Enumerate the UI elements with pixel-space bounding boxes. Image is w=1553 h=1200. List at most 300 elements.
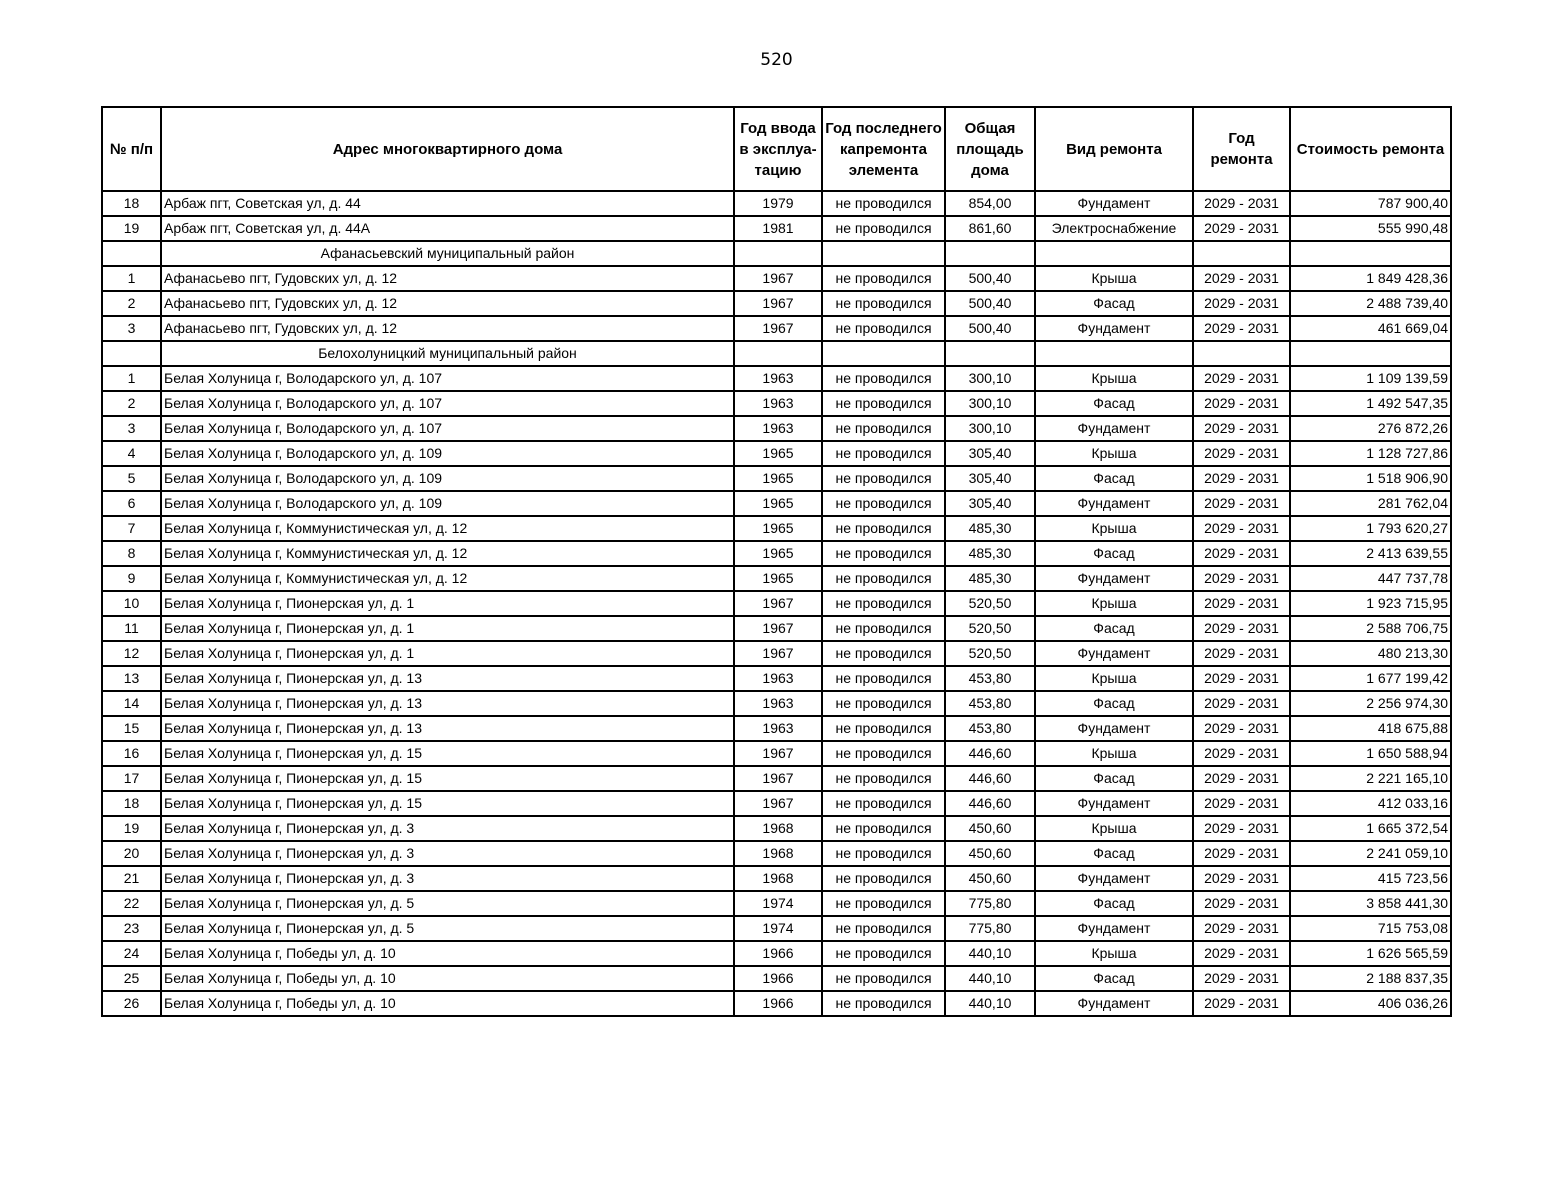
cell-cost: 2 413 639,55 [1290, 541, 1451, 566]
cell-repair-type: Фасад [1035, 291, 1193, 316]
cell-last-repair: не проводился [822, 391, 945, 416]
cell-area: 446,60 [945, 741, 1035, 766]
table-row [102, 666, 1451, 691]
cell-year-built: 1966 [734, 966, 822, 991]
cell-last-repair: не проводился [822, 191, 945, 216]
cell-num: 18 [102, 791, 161, 816]
cell-last-repair: не проводился [822, 541, 945, 566]
table-row [102, 416, 1451, 441]
cell-num: 8 [102, 541, 161, 566]
cell-repair-year: 2029 - 2031 [1193, 316, 1290, 341]
cell-last-repair: не проводился [822, 891, 945, 916]
cell-cost: 415 723,56 [1290, 866, 1451, 891]
cell-cost: 1 128 727,86 [1290, 441, 1451, 466]
cell-num: 3 [102, 416, 161, 441]
empty-cell [945, 241, 1035, 266]
table-row [102, 991, 1451, 1016]
cell-area: 446,60 [945, 766, 1035, 791]
table-header [102, 107, 1451, 191]
cell-repair-type: Фундамент [1035, 916, 1193, 941]
cell-repair-type: Крыша [1035, 516, 1193, 541]
cell-last-repair: не проводился [822, 216, 945, 241]
cell-cost: 1 923 715,95 [1290, 591, 1451, 616]
cell-area: 453,80 [945, 666, 1035, 691]
cell-year-built: 1966 [734, 991, 822, 1016]
cell-cost: 2 588 706,75 [1290, 616, 1451, 641]
cell-address: Белая Холуница г, Володарского ул, д. 109 [161, 466, 734, 491]
cell-cost: 412 033,16 [1290, 791, 1451, 816]
cell-area: 861,60 [945, 216, 1035, 241]
cell-area: 453,80 [945, 691, 1035, 716]
cell-repair-type: Крыша [1035, 816, 1193, 841]
cell-area: 440,10 [945, 966, 1035, 991]
cell-year-built: 1981 [734, 216, 822, 241]
cell-area: 440,10 [945, 991, 1035, 1016]
cell-year-built: 1965 [734, 541, 822, 566]
table-row [102, 391, 1451, 416]
cell-repair-year: 2029 - 2031 [1193, 816, 1290, 841]
cell-repair-type: Крыша [1035, 741, 1193, 766]
cell-repair-type: Фасад [1035, 691, 1193, 716]
cell-area: 300,10 [945, 366, 1035, 391]
cell-repair-type: Фундамент [1035, 491, 1193, 516]
cell-num: 16 [102, 741, 161, 766]
cell-area: 520,50 [945, 641, 1035, 666]
cell-last-repair: не проводился [822, 816, 945, 841]
cell-year-built: 1968 [734, 816, 822, 841]
cell-repair-type: Фундамент [1035, 316, 1193, 341]
empty-cell [1290, 241, 1451, 266]
cell-address: Арбаж пгт, Советская ул, д. 44А [161, 216, 734, 241]
cell-cost: 406 036,26 [1290, 991, 1451, 1016]
cell-address: Афанасьево пгт, Гудовских ул, д. 12 [161, 266, 734, 291]
cell-repair-type: Электроснабжение [1035, 216, 1193, 241]
cell-year-built: 1965 [734, 516, 822, 541]
cell-num: 4 [102, 441, 161, 466]
cell-address: Белая Холуница г, Пионерская ул, д. 5 [161, 891, 734, 916]
cell-address: Белая Холуница г, Коммунистическая ул, д. 12 [161, 516, 734, 541]
cell-repair-year: 2029 - 2031 [1193, 466, 1290, 491]
cell-year-built: 1967 [734, 616, 822, 641]
cell-year-built: 1963 [734, 691, 822, 716]
cell-repair-year: 2029 - 2031 [1193, 716, 1290, 741]
empty-cell [1193, 241, 1290, 266]
cell-year-built: 1963 [734, 716, 822, 741]
cell-num: 26 [102, 991, 161, 1016]
cell-last-repair: не проводился [822, 641, 945, 666]
cell-repair-type: Крыша [1035, 666, 1193, 691]
header-repair-type: Вид ремонта [1035, 107, 1193, 191]
cell-cost: 2 241 059,10 [1290, 841, 1451, 866]
cell-last-repair: не проводился [822, 616, 945, 641]
cell-repair-year: 2029 - 2031 [1193, 841, 1290, 866]
cell-address: Белая Холуница г, Володарского ул, д. 107 [161, 391, 734, 416]
cell-year-built: 1965 [734, 466, 822, 491]
empty-cell [1035, 241, 1193, 266]
cell-last-repair: не проводился [822, 666, 945, 691]
cell-year-built: 1967 [734, 291, 822, 316]
cell-year-built: 1963 [734, 391, 822, 416]
cell-cost: 1 677 199,42 [1290, 666, 1451, 691]
cell-year-built: 1967 [734, 741, 822, 766]
cell-repair-type: Фасад [1035, 466, 1193, 491]
cell-num: 2 [102, 391, 161, 416]
table-row [102, 966, 1451, 991]
cell-last-repair: не проводился [822, 591, 945, 616]
cell-repair-year: 2029 - 2031 [1193, 191, 1290, 216]
table-row [102, 466, 1451, 491]
cell-repair-year: 2029 - 2031 [1193, 216, 1290, 241]
cell-area: 440,10 [945, 941, 1035, 966]
cell-repair-year: 2029 - 2031 [1193, 741, 1290, 766]
table-row [102, 941, 1451, 966]
repair-schedule-table [101, 106, 1452, 1017]
empty-cell [102, 241, 161, 266]
cell-year-built: 1965 [734, 441, 822, 466]
empty-cell [734, 241, 822, 266]
cell-area: 450,60 [945, 866, 1035, 891]
cell-cost: 276 872,26 [1290, 416, 1451, 441]
table-row [102, 491, 1451, 516]
cell-year-built: 1967 [734, 316, 822, 341]
header-year-built: Год ввода в эксплуа-тацию [734, 107, 822, 191]
cell-year-built: 1963 [734, 666, 822, 691]
table-row [102, 516, 1451, 541]
cell-area: 520,50 [945, 616, 1035, 641]
cell-repair-year: 2029 - 2031 [1193, 416, 1290, 441]
table-row [102, 316, 1451, 341]
cell-repair-year: 2029 - 2031 [1193, 491, 1290, 516]
cell-cost: 1 492 547,35 [1290, 391, 1451, 416]
cell-num: 15 [102, 716, 161, 741]
table-row [102, 591, 1451, 616]
cell-num: 17 [102, 766, 161, 791]
cell-num: 14 [102, 691, 161, 716]
cell-address: Белая Холуница г, Пионерская ул, д. 3 [161, 866, 734, 891]
cell-address: Белая Холуница г, Пионерская ул, д. 13 [161, 666, 734, 691]
cell-area: 500,40 [945, 266, 1035, 291]
cell-last-repair: не проводился [822, 566, 945, 591]
table-row [102, 216, 1451, 241]
header-address: Адрес многоквартирного дома [161, 107, 734, 191]
cell-area: 446,60 [945, 791, 1035, 816]
cell-num: 22 [102, 891, 161, 916]
page-number: 520 [760, 50, 793, 70]
cell-area: 775,80 [945, 891, 1035, 916]
cell-repair-type: Фасад [1035, 966, 1193, 991]
cell-repair-type: Крыша [1035, 441, 1193, 466]
cell-repair-year: 2029 - 2031 [1193, 966, 1290, 991]
cell-repair-year: 2029 - 2031 [1193, 391, 1290, 416]
table-row [102, 691, 1451, 716]
cell-cost: 555 990,48 [1290, 216, 1451, 241]
cell-repair-type: Фасад [1035, 541, 1193, 566]
cell-repair-year: 2029 - 2031 [1193, 991, 1290, 1016]
empty-cell [1290, 341, 1451, 366]
cell-repair-year: 2029 - 2031 [1193, 591, 1290, 616]
cell-last-repair: не проводился [822, 966, 945, 991]
empty-cell [1193, 341, 1290, 366]
cell-num: 19 [102, 816, 161, 841]
cell-year-built: 1967 [734, 266, 822, 291]
cell-repair-type: Фасад [1035, 766, 1193, 791]
cell-year-built: 1967 [734, 591, 822, 616]
cell-num: 11 [102, 616, 161, 641]
cell-cost: 1 518 906,90 [1290, 466, 1451, 491]
cell-repair-type: Фундамент [1035, 866, 1193, 891]
cell-year-built: 1967 [734, 766, 822, 791]
cell-area: 854,00 [945, 191, 1035, 216]
cell-area: 500,40 [945, 291, 1035, 316]
cell-address: Белая Холуница г, Пионерская ул, д. 5 [161, 916, 734, 941]
cell-repair-type: Фундамент [1035, 416, 1193, 441]
cell-year-built: 1963 [734, 416, 822, 441]
cell-last-repair: не проводился [822, 716, 945, 741]
cell-last-repair: не проводился [822, 691, 945, 716]
cell-num: 1 [102, 366, 161, 391]
table-row [102, 291, 1451, 316]
cell-cost: 447 737,78 [1290, 566, 1451, 591]
cell-num: 3 [102, 316, 161, 341]
cell-area: 300,10 [945, 391, 1035, 416]
cell-repair-year: 2029 - 2031 [1193, 666, 1290, 691]
cell-cost: 1 665 372,54 [1290, 816, 1451, 841]
cell-num: 21 [102, 866, 161, 891]
cell-repair-type: Фасад [1035, 391, 1193, 416]
district-row [102, 341, 1451, 366]
cell-address: Белая Холуница г, Победы ул, д. 10 [161, 941, 734, 966]
cell-repair-year: 2029 - 2031 [1193, 616, 1290, 641]
cell-last-repair: не проводился [822, 466, 945, 491]
cell-repair-year: 2029 - 2031 [1193, 516, 1290, 541]
cell-repair-type: Фасад [1035, 616, 1193, 641]
cell-address: Афанасьево пгт, Гудовских ул, д. 12 [161, 291, 734, 316]
cell-repair-year: 2029 - 2031 [1193, 366, 1290, 391]
cell-cost: 1 626 565,59 [1290, 941, 1451, 966]
cell-area: 305,40 [945, 466, 1035, 491]
cell-repair-type: Фундамент [1035, 566, 1193, 591]
cell-repair-year: 2029 - 2031 [1193, 791, 1290, 816]
cell-last-repair: не проводился [822, 766, 945, 791]
cell-repair-year: 2029 - 2031 [1193, 766, 1290, 791]
cell-year-built: 1979 [734, 191, 822, 216]
table-row [102, 841, 1451, 866]
cell-address: Белая Холуница г, Пионерская ул, д. 3 [161, 841, 734, 866]
cell-area: 485,30 [945, 516, 1035, 541]
cell-num: 13 [102, 666, 161, 691]
cell-num: 6 [102, 491, 161, 516]
cell-year-built: 1967 [734, 791, 822, 816]
district-row [102, 241, 1451, 266]
table-row [102, 566, 1451, 591]
cell-num: 25 [102, 966, 161, 991]
cell-address: Белая Холуница г, Володарского ул, д. 109 [161, 441, 734, 466]
cell-year-built: 1968 [734, 841, 822, 866]
cell-address: Белая Холуница г, Пионерская ул, д. 15 [161, 791, 734, 816]
cell-year-built: 1968 [734, 866, 822, 891]
cell-address: Белая Холуница г, Пионерская ул, д. 1 [161, 616, 734, 641]
cell-last-repair: не проводился [822, 516, 945, 541]
cell-cost: 3 858 441,30 [1290, 891, 1451, 916]
cell-num: 9 [102, 566, 161, 591]
cell-repair-year: 2029 - 2031 [1193, 691, 1290, 716]
cell-address: Арбаж пгт, Советская ул, д. 44 [161, 191, 734, 216]
cell-area: 450,60 [945, 841, 1035, 866]
cell-cost: 461 669,04 [1290, 316, 1451, 341]
cell-num: 20 [102, 841, 161, 866]
cell-area: 485,30 [945, 566, 1035, 591]
cell-cost: 480 213,30 [1290, 641, 1451, 666]
cell-num: 19 [102, 216, 161, 241]
cell-last-repair: не проводился [822, 491, 945, 516]
cell-area: 300,10 [945, 416, 1035, 441]
cell-area: 500,40 [945, 316, 1035, 341]
cell-address: Белая Холуница г, Пионерская ул, д. 13 [161, 716, 734, 741]
cell-area: 450,60 [945, 816, 1035, 841]
header-cost: Стоимость ремонта [1290, 107, 1451, 191]
empty-cell [822, 341, 945, 366]
cell-repair-year: 2029 - 2031 [1193, 641, 1290, 666]
cell-repair-type: Крыша [1035, 941, 1193, 966]
table-row [102, 791, 1451, 816]
cell-address: Белая Холуница г, Володарского ул, д. 109 [161, 491, 734, 516]
table-row [102, 616, 1451, 641]
cell-cost: 1 849 428,36 [1290, 266, 1451, 291]
cell-last-repair: не проводился [822, 941, 945, 966]
cell-address: Белая Холуница г, Коммунистическая ул, д. 12 [161, 541, 734, 566]
empty-cell [102, 341, 161, 366]
cell-area: 305,40 [945, 491, 1035, 516]
table-row [102, 816, 1451, 841]
table-row [102, 641, 1451, 666]
table-row [102, 266, 1451, 291]
cell-area: 520,50 [945, 591, 1035, 616]
cell-repair-type: Крыша [1035, 366, 1193, 391]
cell-last-repair: не проводился [822, 316, 945, 341]
cell-address: Белая Холуница г, Пионерская ул, д. 15 [161, 741, 734, 766]
cell-num: 24 [102, 941, 161, 966]
cell-num: 1 [102, 266, 161, 291]
cell-year-built: 1974 [734, 891, 822, 916]
cell-address: Белая Холуница г, Пионерская ул, д. 3 [161, 816, 734, 841]
cell-address: Белая Холуница г, Пионерская ул, д. 1 [161, 591, 734, 616]
cell-last-repair: не проводился [822, 416, 945, 441]
cell-repair-type: Фундамент [1035, 191, 1193, 216]
table-row [102, 866, 1451, 891]
header-last-repair: Год последнего капремонта элемента [822, 107, 945, 191]
cell-repair-year: 2029 - 2031 [1193, 566, 1290, 591]
table-row [102, 891, 1451, 916]
cell-area: 305,40 [945, 441, 1035, 466]
cell-year-built: 1963 [734, 366, 822, 391]
cell-area: 485,30 [945, 541, 1035, 566]
cell-repair-type: Фасад [1035, 841, 1193, 866]
cell-repair-type: Фасад [1035, 891, 1193, 916]
cell-address: Белая Холуница г, Пионерская ул, д. 1 [161, 641, 734, 666]
cell-cost: 1 109 139,59 [1290, 366, 1451, 391]
cell-repair-year: 2029 - 2031 [1193, 266, 1290, 291]
table-row [102, 716, 1451, 741]
cell-address: Белая Холуница г, Володарского ул, д. 107 [161, 366, 734, 391]
cell-num: 23 [102, 916, 161, 941]
cell-cost: 418 675,88 [1290, 716, 1451, 741]
cell-num: 12 [102, 641, 161, 666]
cell-cost: 1 793 620,27 [1290, 516, 1451, 541]
cell-num: 10 [102, 591, 161, 616]
cell-repair-year: 2029 - 2031 [1193, 891, 1290, 916]
cell-repair-type: Фундамент [1035, 791, 1193, 816]
cell-num: 7 [102, 516, 161, 541]
cell-repair-type: Фундамент [1035, 991, 1193, 1016]
cell-num: 2 [102, 291, 161, 316]
header-num: № п/п [102, 107, 161, 191]
header-repair-year: Год ремонта [1193, 107, 1290, 191]
cell-last-repair: не проводился [822, 441, 945, 466]
cell-repair-type: Крыша [1035, 591, 1193, 616]
cell-address: Белая Холуница г, Коммунистическая ул, д. 12 [161, 566, 734, 591]
table-row [102, 441, 1451, 466]
cell-cost: 2 221 165,10 [1290, 766, 1451, 791]
table-row [102, 766, 1451, 791]
cell-repair-type: Фундамент [1035, 641, 1193, 666]
cell-last-repair: не проводился [822, 841, 945, 866]
cell-repair-type: Фундамент [1035, 716, 1193, 741]
cell-year-built: 1965 [734, 566, 822, 591]
cell-cost: 787 900,40 [1290, 191, 1451, 216]
cell-last-repair: не проводился [822, 866, 945, 891]
cell-year-built: 1967 [734, 641, 822, 666]
table-row [102, 191, 1451, 216]
table-row [102, 541, 1451, 566]
cell-year-built: 1965 [734, 491, 822, 516]
cell-last-repair: не проводился [822, 991, 945, 1016]
table-row [102, 741, 1451, 766]
cell-year-built: 1966 [734, 941, 822, 966]
cell-last-repair: не проводился [822, 741, 945, 766]
cell-last-repair: не проводился [822, 266, 945, 291]
cell-repair-year: 2029 - 2031 [1193, 541, 1290, 566]
cell-last-repair: не проводился [822, 291, 945, 316]
cell-address: Белая Холуница г, Пионерская ул, д. 15 [161, 766, 734, 791]
cell-cost: 2 188 837,35 [1290, 966, 1451, 991]
cell-num: 5 [102, 466, 161, 491]
cell-area: 775,80 [945, 916, 1035, 941]
cell-cost: 715 753,08 [1290, 916, 1451, 941]
cell-cost: 281 762,04 [1290, 491, 1451, 516]
cell-area: 453,80 [945, 716, 1035, 741]
cell-repair-year: 2029 - 2031 [1193, 441, 1290, 466]
cell-repair-year: 2029 - 2031 [1193, 916, 1290, 941]
district-name: Афанасьевский муниципальный район [161, 241, 734, 266]
cell-address: Афанасьево пгт, Гудовских ул, д. 12 [161, 316, 734, 341]
cell-repair-type: Крыша [1035, 266, 1193, 291]
empty-cell [822, 241, 945, 266]
cell-last-repair: не проводился [822, 366, 945, 391]
empty-cell [1035, 341, 1193, 366]
empty-cell [734, 341, 822, 366]
table-body [102, 191, 1451, 1016]
cell-last-repair: не проводился [822, 791, 945, 816]
cell-year-built: 1974 [734, 916, 822, 941]
cell-repair-year: 2029 - 2031 [1193, 866, 1290, 891]
cell-cost: 1 650 588,94 [1290, 741, 1451, 766]
cell-cost: 2 256 974,30 [1290, 691, 1451, 716]
cell-address: Белая Холуница г, Победы ул, д. 10 [161, 966, 734, 991]
table-row [102, 916, 1451, 941]
cell-repair-year: 2029 - 2031 [1193, 291, 1290, 316]
cell-address: Белая Холуница г, Пионерская ул, д. 13 [161, 691, 734, 716]
cell-cost: 2 488 739,40 [1290, 291, 1451, 316]
